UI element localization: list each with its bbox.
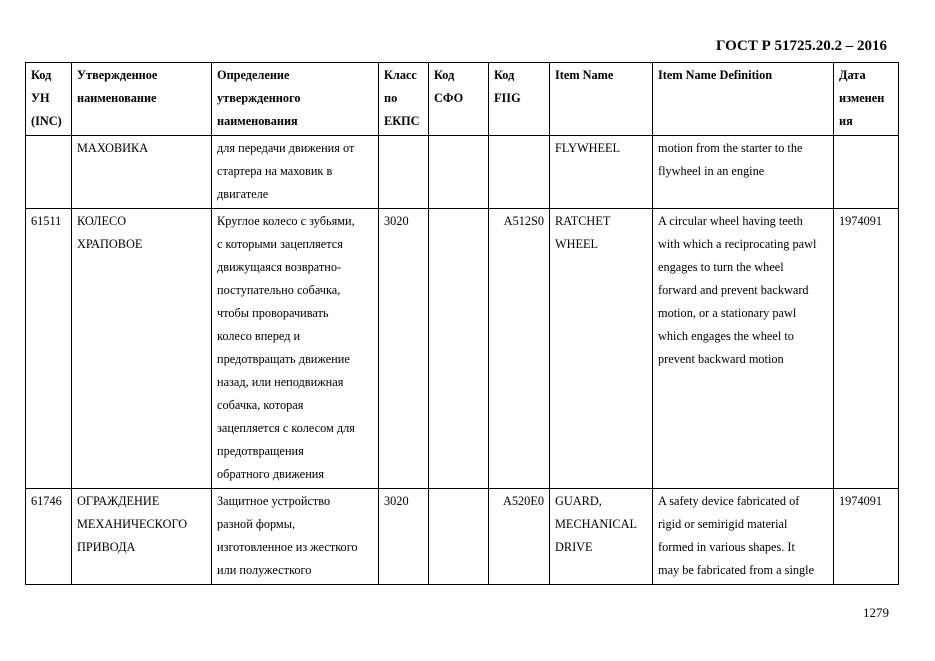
header-line: наименование — [77, 91, 157, 105]
cell-line: engages to turn the wheel — [658, 260, 784, 274]
cell-line: GUARD, — [555, 494, 602, 508]
header-line: Определение — [217, 68, 290, 82]
cell-change-date — [834, 136, 899, 209]
cell-item-name — [550, 136, 653, 209]
cell-line: двигателе — [217, 187, 269, 201]
header-line: изменен — [839, 91, 885, 105]
header-line: Дата — [839, 68, 866, 82]
cell-approved-name — [72, 136, 212, 209]
cell-class — [379, 136, 429, 209]
cell-line: formed in various shapes. It — [658, 540, 795, 554]
header-line: Утвержденное — [77, 68, 158, 82]
document-id: ГОСТ Р 51725.20.2 – 2016 — [715, 38, 887, 54]
cell-sfo-code — [429, 489, 489, 585]
table-row — [26, 209, 899, 489]
header-class — [379, 63, 429, 136]
header-sfo-code — [429, 63, 489, 136]
cell-line: изготовленное из жесткого — [217, 540, 358, 554]
cell-fiig-code: A520E0 — [489, 489, 550, 585]
cell-line: prevent backward motion — [658, 352, 784, 366]
cell-definition — [212, 489, 379, 585]
cell-fiig-code — [489, 136, 550, 209]
cell-line: или полужесткого — [217, 563, 312, 577]
cell-line: motion from the starter to the — [658, 141, 803, 155]
cell-item-definition — [653, 489, 834, 585]
table-row — [26, 136, 899, 209]
cell-item-definition — [653, 209, 834, 489]
cell-line: flywheel in an engine — [658, 164, 765, 178]
cell-inc: 61511 — [26, 209, 72, 489]
header-item-name-definition — [653, 63, 834, 136]
cell-definition — [212, 136, 379, 209]
header-fiig-code — [489, 63, 550, 136]
cell-line: motion, or a stationary pawl — [658, 306, 797, 320]
cell-change-date: 1974091 — [834, 209, 899, 489]
cell-item-name — [550, 489, 653, 585]
cell-line: назад, или неподвижная — [217, 375, 344, 389]
cell-line: RATCHET — [555, 214, 611, 228]
cell-line: разной формы, — [217, 517, 296, 531]
cell-inc: 61746 — [26, 489, 72, 585]
cell-line: which engages the wheel to — [658, 329, 794, 343]
cell-line: КОЛЕСО — [77, 214, 127, 228]
header-item-name — [550, 63, 653, 136]
cell-class: 3020 — [379, 209, 429, 489]
cell-line: FLYWHEEL — [555, 141, 621, 155]
header-line: утвержденного — [217, 91, 301, 105]
header-inc — [26, 63, 72, 136]
cell-line: стартера на маховик в — [217, 164, 333, 178]
table-header-row — [26, 63, 899, 136]
header-line: (INC) — [31, 114, 62, 128]
cell-line: rigid or semirigid material — [658, 517, 788, 531]
cell-line: DRIVE — [555, 540, 593, 554]
cell-line: ПРИВОДА — [77, 540, 136, 554]
cell-line: обратного движения — [217, 467, 325, 481]
header-definition — [212, 63, 379, 136]
header-line: Item Name — [555, 68, 614, 82]
header-line: наименования — [217, 114, 298, 128]
cell-approved-name — [72, 489, 212, 585]
header-line: Класс — [384, 68, 417, 82]
classification-table — [25, 62, 899, 585]
cell-item-definition — [653, 136, 834, 209]
cell-line: поступательно собачка, — [217, 283, 341, 297]
cell-line: движущаяся возвратно- — [217, 260, 342, 274]
cell-inc — [26, 136, 72, 209]
cell-line: A circular wheel having teeth — [658, 214, 803, 228]
cell-line: ХРАПОВОЕ — [77, 237, 143, 251]
header-line: по — [384, 91, 398, 105]
cell-fiig-code: A512S0 — [489, 209, 550, 489]
cell-line: forward and prevent backward — [658, 283, 809, 297]
cell-approved-name — [72, 209, 212, 489]
cell-line: Защитное устройство — [217, 494, 331, 508]
header-approved-name — [72, 63, 212, 136]
cell-line: WHEEL — [555, 237, 599, 251]
cell-line: для передачи движения от — [217, 141, 355, 155]
header-line: ЕКПС — [384, 114, 420, 128]
header-line: СФО — [434, 91, 464, 105]
cell-line: МАХОВИКА — [77, 141, 149, 155]
cell-change-date: 1974091 — [834, 489, 899, 585]
header-line: Item Name Definition — [658, 68, 773, 82]
cell-line: may be fabricated from a single — [658, 563, 815, 577]
cell-line: ОГРАЖДЕНИЕ — [77, 494, 160, 508]
header-change-date — [834, 63, 899, 136]
cell-line: MECHANICAL — [555, 517, 637, 531]
table-row — [26, 489, 899, 585]
cell-line: предотвращения — [217, 444, 304, 458]
cell-line: МЕХАНИЧЕСКОГО — [77, 517, 188, 531]
header-line: УН — [31, 91, 50, 105]
header-line: Код — [494, 68, 515, 82]
cell-line: собачка, которая — [217, 398, 304, 412]
cell-class: 3020 — [379, 489, 429, 585]
cell-line: with which a reciprocating pawl — [658, 237, 817, 251]
cell-line: предотвращать движение — [217, 352, 350, 366]
cell-line: зацепляется с колесом для — [217, 421, 355, 435]
cell-line: Круглое колесо с зубьями, — [217, 214, 355, 228]
cell-sfo-code — [429, 136, 489, 209]
cell-line: A safety device fabricated of — [658, 494, 800, 508]
cell-line: с которыми зацепляется — [217, 237, 343, 251]
header-line: Код — [434, 68, 455, 82]
cell-item-name — [550, 209, 653, 489]
cell-line: чтобы проворачивать — [217, 306, 329, 320]
page-number: 1279 — [863, 605, 889, 620]
cell-line: колесо вперед и — [217, 329, 301, 343]
header-line: ия — [839, 114, 853, 128]
cell-sfo-code — [429, 209, 489, 489]
header-line: Код — [31, 68, 52, 82]
cell-definition — [212, 209, 379, 489]
header-line: FIIG — [494, 91, 521, 105]
